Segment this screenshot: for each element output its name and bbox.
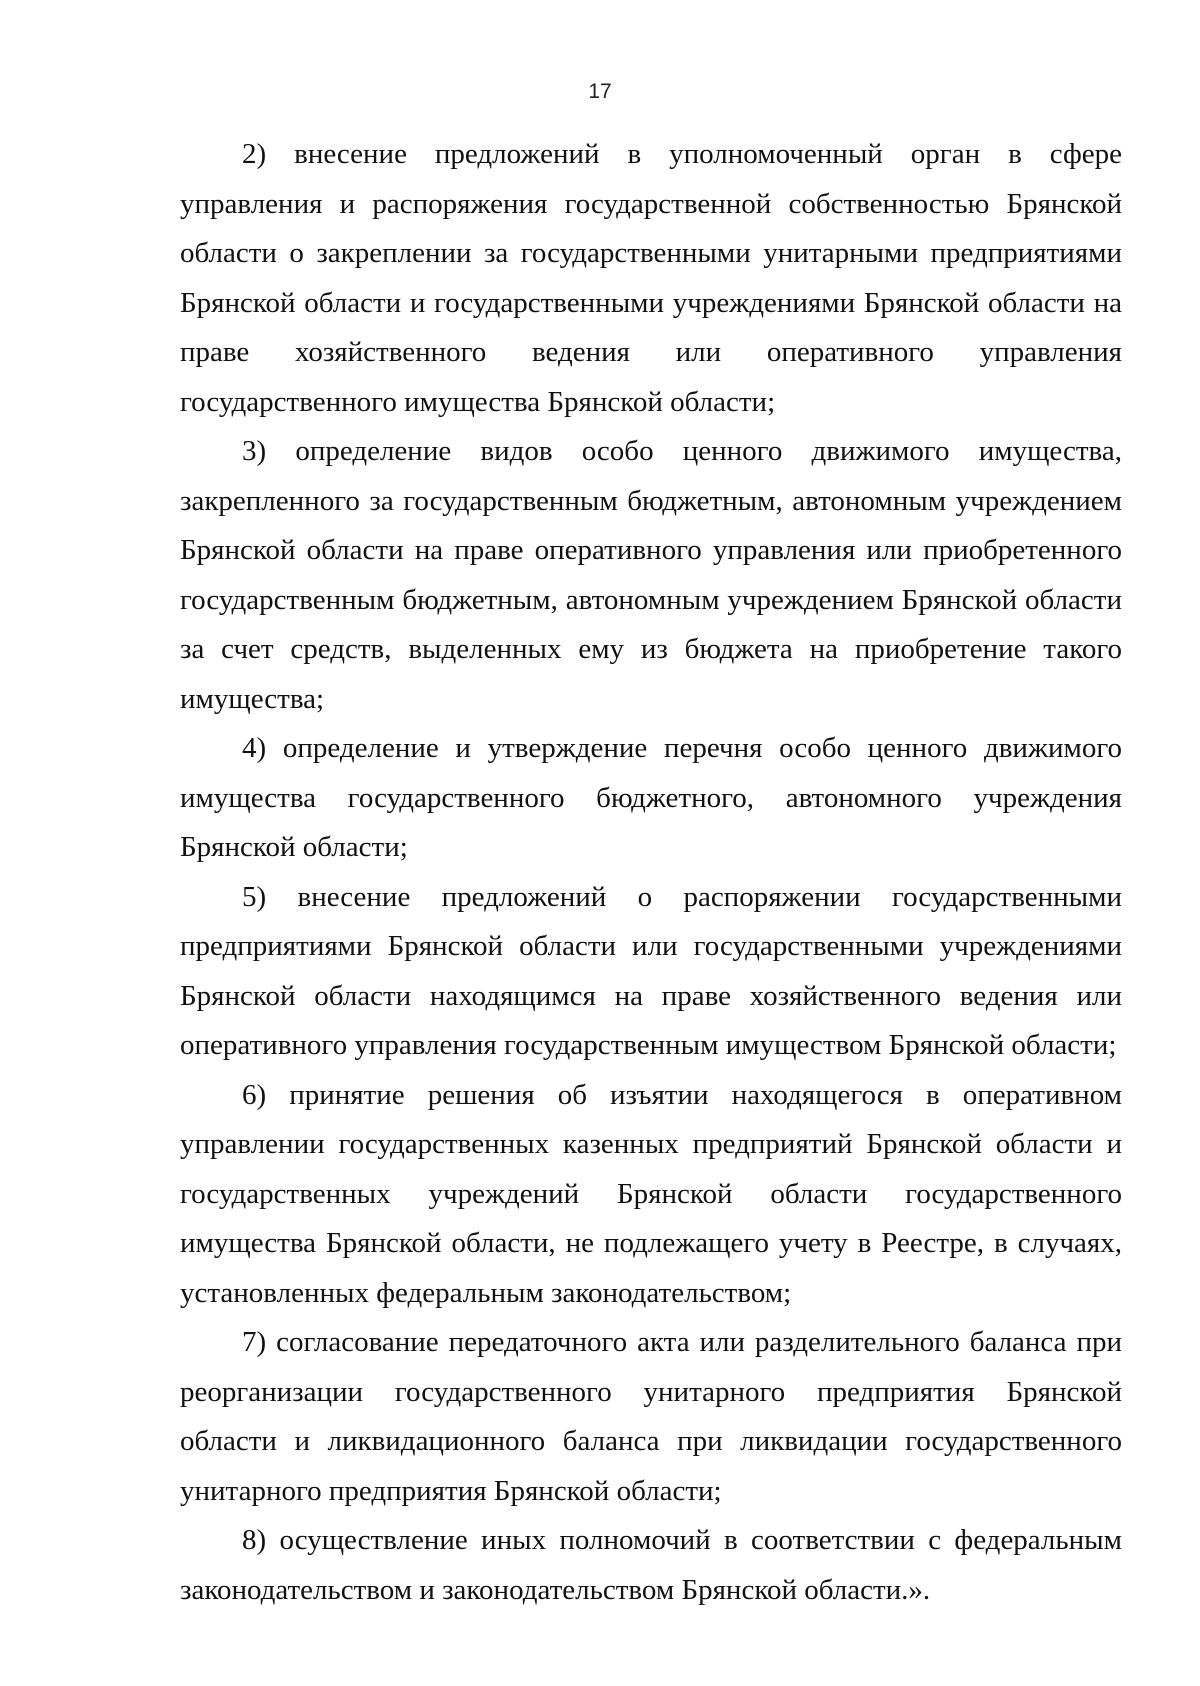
paragraph-item-6: 6) принятие решения об изъятии находящегося в оперативном управлении государственных казенных предприятий Брянской области и государственных учреждений Брянской области государственного имущества Брянской области, не подлежащего учету в Реестре, в случаях, установленных федеральным законодательством; xyxy=(180,1078,1122,1309)
page-number: 17 xyxy=(588,80,612,103)
paragraph-item-4: 4) определение и утверждение перечня особо ценного движимого имущества государственного бюджетного, автономного учреждения Брянской области; xyxy=(180,732,1122,863)
paragraph-item-3: 3) определение видов особо ценного движимого имущества, закрепленного за государственным бюджетным, автономным учреждением Брянской области на праве оперативного управления или приобретенного государственным бюджетным, автономным учреждением Брянской области за счет средств, выделенных ему из бюджета на приобретение такого имущества; xyxy=(180,435,1122,715)
paragraph-item-8: 8) осуществление иных полномочий в соответствии с федеральным законодательством и законодательством Брянской области.». xyxy=(180,1524,1122,1606)
document-body xyxy=(180,130,1122,1615)
paragraph-item-2: 2) внесение предложений в уполномоченный орган в сфере управления и распоряжения государственной собственностью Брянской области о закреплении за государственными унитарными предприятиями Брянской области и государственными учреждениями Брянской области на праве хозяйственного ведения или оперативного управления государственного имущества Брянской области; xyxy=(180,138,1122,418)
paragraph-item-7: 7) согласование передаточного акта или разделительного баланса при реорганизации государственного унитарного предприятия Брянской области и ликвидационного баланса при ликвидации государственного унитарного предприятия Брянской области; xyxy=(180,1326,1122,1507)
paragraph-item-5: 5) внесение предложений о распоряжении государственными предприятиями Брянской области или государственными учреждениями Брянской области находящимся на праве хозяйственного ведения или оперативного управления государственным имуществом Брянской области; xyxy=(180,880,1122,1061)
